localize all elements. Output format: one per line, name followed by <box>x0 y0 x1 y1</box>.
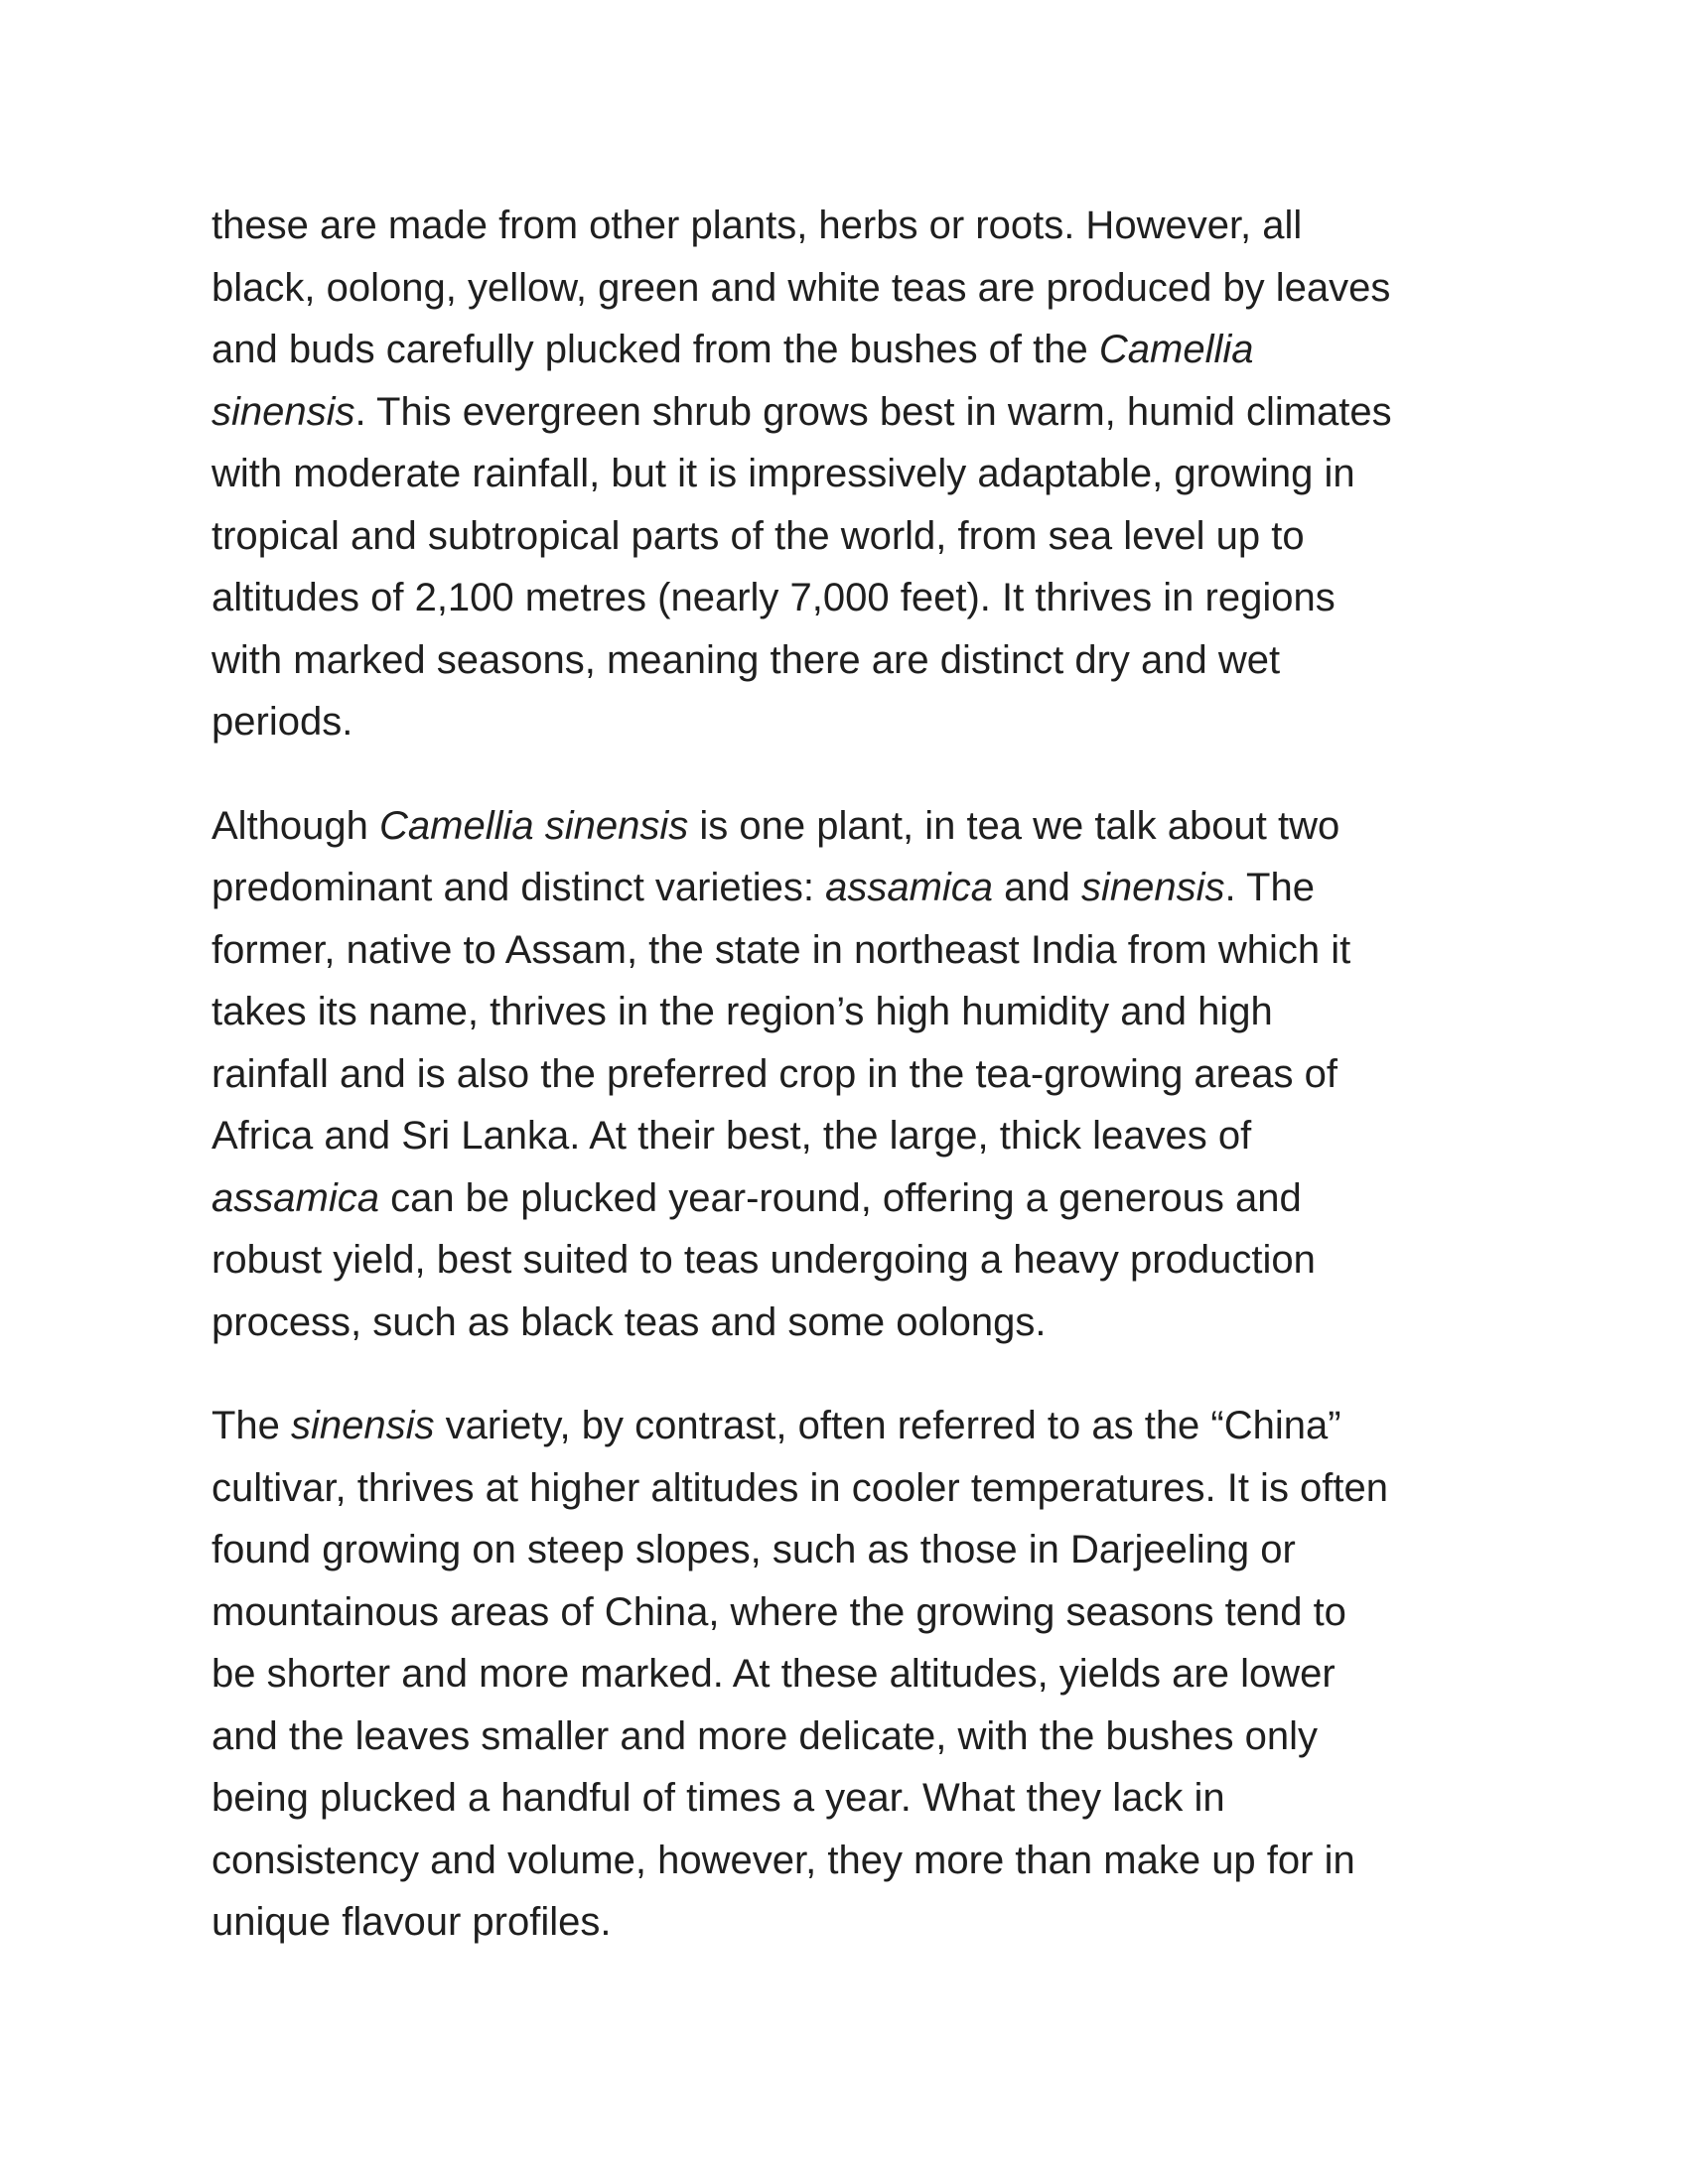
text-line <box>211 1395 1502 1457</box>
italic-text-run: assamica <box>825 866 994 909</box>
text-line <box>211 195 1502 257</box>
text-line <box>211 1643 1502 1706</box>
text-line <box>211 795 1502 858</box>
italic-text-run: Camellia sinensis <box>379 803 689 848</box>
text-run: with moderate rainfall, but it is impressively adaptable, growing in <box>211 452 1355 495</box>
text-run: periods. <box>211 700 353 744</box>
text-run: former, native to Assam, the state in northeast India from which it <box>211 927 1351 972</box>
paragraph-1 <box>211 195 1502 753</box>
italic-text-run: sinensis <box>1081 866 1225 909</box>
text-run: . The <box>1224 866 1315 909</box>
document-page <box>211 195 1502 1995</box>
text-run: black, oolong, yellow, green and white teas are produced by leaves <box>211 265 1391 310</box>
text-line <box>211 443 1502 505</box>
text-line <box>211 1519 1502 1581</box>
text-line <box>211 1457 1502 1520</box>
text-line <box>211 1706 1502 1768</box>
text-line <box>211 1830 1502 1892</box>
text-line <box>211 1292 1502 1354</box>
text-run: process, such as black teas and some oolongs. <box>211 1299 1047 1344</box>
text-run: . This evergreen shrub grows best in warm, humid climates <box>354 389 1392 434</box>
text-run: consistency and volume, however, they more than make up for in <box>211 1838 1355 1882</box>
text-run: tropical and subtropical parts of the world, from sea level up to <box>211 513 1305 558</box>
text-run: robust yield, best suited to teas undergoing a heavy production <box>211 1238 1316 1282</box>
text-line <box>211 381 1502 444</box>
text-line <box>211 1767 1502 1830</box>
text-line <box>211 319 1502 381</box>
text-run: can be plucked year-round, offering a generous and <box>378 1175 1302 1220</box>
text-run: with marked seasons, meaning there are distinct dry and wet <box>211 637 1281 682</box>
text-run: cultivar, thrives at higher altitudes in cooler temperatures. It is often <box>211 1465 1389 1510</box>
text-run: predominant and distinct varieties: <box>211 866 826 909</box>
text-line <box>211 629 1502 692</box>
text-line <box>211 1891 1502 1954</box>
text-run: being plucked a handful of times a year. What they lack in <box>211 1776 1225 1820</box>
text-run: and <box>993 866 1082 909</box>
text-line <box>211 257 1502 320</box>
text-run: these are made from other plants, herbs or roots. However, all <box>211 204 1303 247</box>
text-run: and the leaves smaller and more delicate, with the bushes only <box>211 1713 1318 1758</box>
paragraph-3 <box>211 1395 1502 1954</box>
body-text <box>211 195 1502 1954</box>
text-run: The <box>211 1404 292 1447</box>
text-line <box>211 691 1502 753</box>
text-run: mountainous areas of China, where the growing seasons tend to <box>211 1589 1346 1634</box>
text-run: Although <box>211 803 380 848</box>
text-line <box>211 1581 1502 1644</box>
text-line <box>211 857 1502 919</box>
text-line <box>211 567 1502 629</box>
text-line <box>211 981 1502 1043</box>
text-line <box>211 1043 1502 1106</box>
text-run: takes its name, thrives in the region’s high humidity and high <box>211 990 1273 1033</box>
paragraph-2 <box>211 795 1502 1354</box>
text-line <box>211 1229 1502 1292</box>
text-line <box>211 1167 1502 1230</box>
text-run: is one plant, in tea we talk about two <box>688 803 1340 848</box>
text-line <box>211 505 1502 568</box>
italic-text-run: assamica <box>211 1175 379 1220</box>
text-run: found growing on steep slopes, such as those in Darjeeling or <box>211 1528 1296 1571</box>
text-run: variety, by contrast, often referred to as the “China” <box>434 1404 1341 1447</box>
italic-text-run: sinensis <box>291 1404 435 1447</box>
text-run: and buds carefully plucked from the bushes of the <box>211 328 1099 371</box>
text-run: unique flavour profiles. <box>211 1900 612 1944</box>
text-run: be shorter and more marked. At these altitudes, yields are lower <box>211 1652 1336 1696</box>
text-line <box>211 919 1502 982</box>
italic-text-run: sinensis <box>211 389 355 434</box>
text-run: Africa and Sri Lanka. At their best, the large, thick leaves of <box>211 1114 1252 1158</box>
text-run: rainfall and is also the preferred crop in the tea-growing areas of <box>211 1051 1337 1096</box>
text-run: altitudes of 2,100 metres (nearly 7,000 feet). It thrives in regions <box>211 576 1336 619</box>
text-line <box>211 1105 1502 1167</box>
italic-text-run: Camellia <box>1098 328 1254 371</box>
